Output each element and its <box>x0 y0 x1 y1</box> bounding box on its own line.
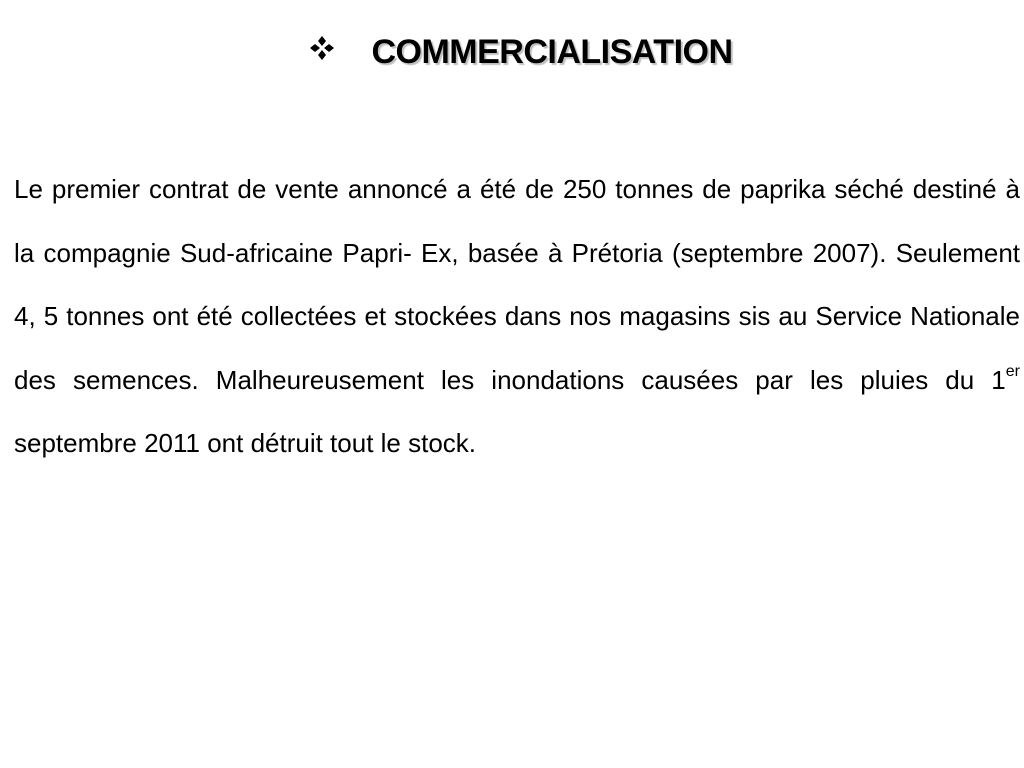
slide-title: COMMERCIALISATION <box>371 32 733 71</box>
paragraph-text-part1: Le premier contrat de vente annoncé a été de 250 tonnes de paprika séché destiné à la compagnie Sud-africaine Papri- Ex, basée à Prétoria (septembre 2007). Seulement 4, 5 tonnes ont été collectées et stockées dans nos magasins sis au Service Nationale des semences. Malheureusement les inondations causées par les pluies du 1 <box>14 174 1020 395</box>
four-diamond-bullet-icon <box>309 35 335 61</box>
body-paragraph <box>14 158 1020 476</box>
title-row <box>0 24 1024 80</box>
paragraph-text-part2: septembre 2011 ont détruit tout le stock. <box>14 428 477 458</box>
ordinal-superscript: er <box>1005 362 1020 380</box>
